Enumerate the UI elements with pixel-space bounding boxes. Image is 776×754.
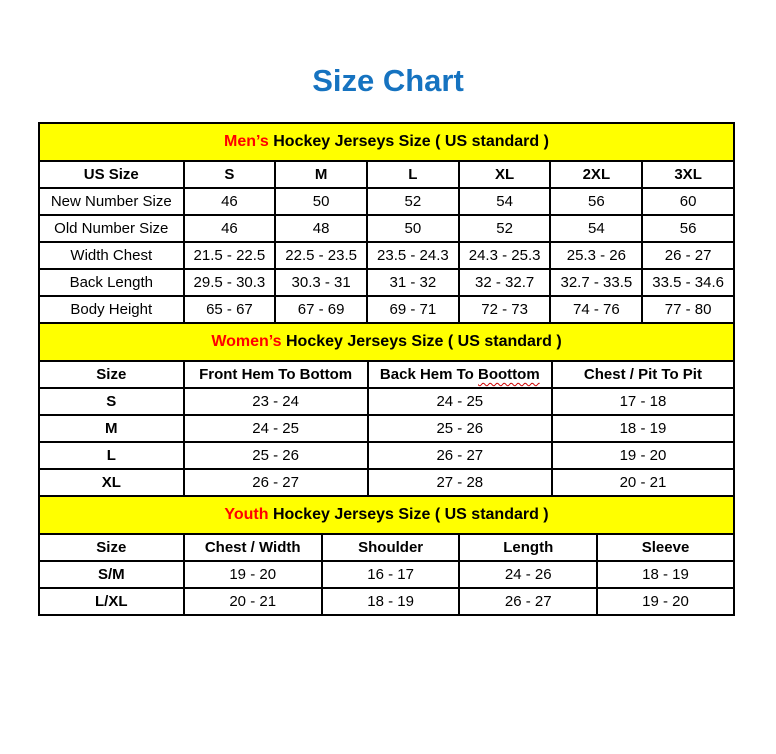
- value-cell: 24.3 - 25.3: [459, 242, 551, 269]
- value-cell: 52: [459, 215, 551, 242]
- value-cell: 20 - 21: [184, 588, 322, 615]
- value-cell: 17 - 18: [552, 388, 734, 415]
- mens-caption-text: Hockey Jerseys Size ( US standard ): [273, 133, 549, 150]
- column-header: [368, 361, 552, 388]
- page-title: Size Chart: [312, 63, 464, 98]
- mens-size-table: [38, 122, 735, 324]
- value-cell: 74 - 76: [550, 296, 642, 323]
- youth-header-row: [39, 534, 734, 561]
- row-label-cell: Back Length: [39, 269, 184, 296]
- value-cell: 19 - 20: [184, 561, 322, 588]
- size-label-cell: L: [39, 442, 184, 469]
- value-cell: 18 - 19: [322, 588, 460, 615]
- value-cell: 52: [367, 188, 459, 215]
- value-cell: 33.5 - 34.6: [642, 269, 734, 296]
- value-cell: 56: [642, 215, 734, 242]
- column-header: Length: [459, 534, 597, 561]
- column-header: XL: [459, 161, 551, 188]
- table-row: [39, 296, 734, 323]
- value-cell: 30.3 - 31: [275, 269, 367, 296]
- table-row: [39, 561, 734, 588]
- value-cell: 65 - 67: [184, 296, 276, 323]
- value-cell: 25 - 26: [184, 442, 368, 469]
- value-cell: 72 - 73: [459, 296, 551, 323]
- column-header: Front Hem To Bottom: [184, 361, 368, 388]
- misspelled-word: Boottom: [478, 366, 540, 383]
- value-cell: 24 - 25: [368, 388, 552, 415]
- column-header-text: Back Hem To: [379, 366, 474, 383]
- womens-caption-row: [39, 323, 734, 361]
- column-header: Shoulder: [322, 534, 460, 561]
- value-cell: 22.5 - 23.5: [275, 242, 367, 269]
- value-cell: 18 - 19: [597, 561, 734, 588]
- column-header: 2XL: [550, 161, 642, 188]
- size-label-cell: L/XL: [39, 588, 184, 615]
- table-row: [39, 469, 734, 496]
- column-header: Sleeve: [597, 534, 734, 561]
- size-label-cell: M: [39, 415, 184, 442]
- value-cell: 29.5 - 30.3: [184, 269, 276, 296]
- table-row: [39, 388, 734, 415]
- value-cell: 26 - 27: [642, 242, 734, 269]
- value-cell: 54: [550, 215, 642, 242]
- table-row: [39, 269, 734, 296]
- size-chart-tables: [38, 122, 735, 616]
- value-cell: 31 - 32: [367, 269, 459, 296]
- value-cell: 60: [642, 188, 734, 215]
- column-header: Chest / Pit To Pit: [552, 361, 734, 388]
- table-row: [39, 242, 734, 269]
- womens-caption-highlight: Women’s: [211, 333, 282, 350]
- mens-caption-highlight: Men’s: [224, 133, 269, 150]
- table-row: [39, 415, 734, 442]
- table-row: [39, 588, 734, 615]
- table-row: [39, 188, 734, 215]
- womens-header-row: [39, 361, 734, 388]
- value-cell: 46: [184, 188, 276, 215]
- youth-caption-row: [39, 496, 734, 534]
- youth-caption-highlight: Youth: [224, 506, 269, 523]
- value-cell: 32 - 32.7: [459, 269, 551, 296]
- row-label-cell: Old Number Size: [39, 215, 184, 242]
- row-label-cell: Body Height: [39, 296, 184, 323]
- mens-caption-row: [39, 123, 734, 161]
- youth-size-table: [38, 495, 735, 616]
- value-cell: 19 - 20: [552, 442, 734, 469]
- youth-caption: [39, 496, 734, 534]
- value-cell: 26 - 27: [459, 588, 597, 615]
- mens-caption: [39, 123, 734, 161]
- column-header: US Size: [39, 161, 184, 188]
- column-header: 3XL: [642, 161, 734, 188]
- row-label-cell: New Number Size: [39, 188, 184, 215]
- column-header: M: [275, 161, 367, 188]
- column-header: L: [367, 161, 459, 188]
- column-header: S: [184, 161, 276, 188]
- value-cell: 18 - 19: [552, 415, 734, 442]
- mens-header-row: [39, 161, 734, 188]
- value-cell: 69 - 71: [367, 296, 459, 323]
- size-label-cell: XL: [39, 469, 184, 496]
- row-label-cell: Width Chest: [39, 242, 184, 269]
- value-cell: 19 - 20: [597, 588, 734, 615]
- value-cell: 24 - 26: [459, 561, 597, 588]
- youth-caption-text: Hockey Jerseys Size ( US standard ): [272, 506, 549, 523]
- value-cell: 77 - 80: [642, 296, 734, 323]
- value-cell: 16 - 17: [322, 561, 460, 588]
- value-cell: 50: [367, 215, 459, 242]
- womens-caption-text: Hockey Jerseys Size ( US standard ): [286, 333, 562, 350]
- value-cell: 25.3 - 26: [550, 242, 642, 269]
- value-cell: 50: [275, 188, 367, 215]
- value-cell: 32.7 - 33.5: [550, 269, 642, 296]
- value-cell: 26 - 27: [368, 442, 552, 469]
- value-cell: 26 - 27: [184, 469, 368, 496]
- value-cell: 54: [459, 188, 551, 215]
- value-cell: 67 - 69: [275, 296, 367, 323]
- value-cell: 25 - 26: [368, 415, 552, 442]
- size-label-cell: S/M: [39, 561, 184, 588]
- value-cell: 56: [550, 188, 642, 215]
- value-cell: 27 - 28: [368, 469, 552, 496]
- value-cell: 23 - 24: [184, 388, 368, 415]
- value-cell: 46: [184, 215, 276, 242]
- column-header: Size: [39, 534, 184, 561]
- value-cell: 23.5 - 24.3: [367, 242, 459, 269]
- value-cell: 48: [275, 215, 367, 242]
- womens-caption: [39, 323, 734, 361]
- column-header: Size: [39, 361, 184, 388]
- table-row: [39, 442, 734, 469]
- value-cell: 20 - 21: [552, 469, 734, 496]
- value-cell: 21.5 - 22.5: [184, 242, 276, 269]
- table-row: [39, 215, 734, 242]
- column-header: Chest / Width: [184, 534, 322, 561]
- value-cell: 24 - 25: [184, 415, 368, 442]
- womens-size-table: [38, 322, 735, 497]
- size-label-cell: S: [39, 388, 184, 415]
